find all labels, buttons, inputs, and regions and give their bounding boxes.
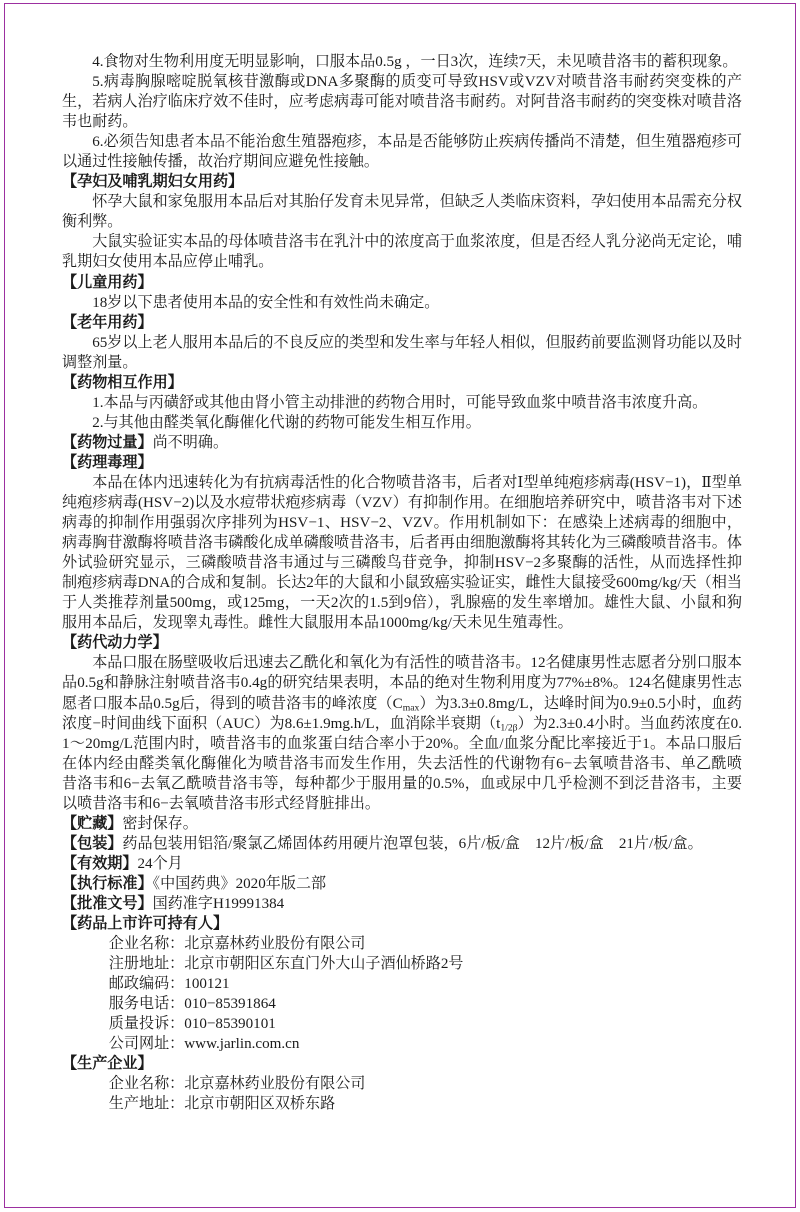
pharmacology-paragraph-1: 本品在体内迅速转化为有抗病毒活性的化合物喷昔洛韦，后者对Ⅰ型单纯疱疹病毒(HSV−1)，Ⅱ型单纯疱疹病毒(HSV−2)以及水痘带状疱疹病毒（VZV）有抑制作用。在细胞培养研究中，喷昔洛韦对下述病毒的抑制作用强弱次序排列为HSV−1、HSV−2、VZV。作用机制如下：在感染上述病毒的细胞中，病毒胸苷激酶将喷昔洛韦磷酸化成单磷酸喷昔洛韦，后者再由细胞激酶将其转化为三磷酸喷昔洛韦。体外试验研究显示，三磷酸喷昔洛韦通过与三磷酸鸟苷竞争，抑制HSV−2多聚酶的活性，从而选择性抑制疱疹病毒DNA的合成和复制。长达2年的大鼠和小鼠致癌实验证实，雌性大鼠接受600mg/kg/天（相当于人类推荐剂量500mg，或125mg，一天2次的1.5到9倍），乳腺癌的发生率增加。雄性大鼠、小鼠和狗服用本品后，发现睾丸毒性。雌性大鼠服用本品1000mg/kg/天未见生殖毒性。 <box>62 474 742 632</box>
pk-text-c: ）为2.3±0.4小时。当血药浓度在0.1～20mg/L范围内时，喷昔洛韦的血浆蛋白结合率小于20%。全血/血浆分配比率接近于1。本品口服后在体内经由醛类氧化酶催化为喷昔洛韦而发生作用，失去活性的代谢物有6−去氧喷昔洛韦、单乙酰喷昔洛韦和6−去氧乙酰喷昔洛韦等，每种都少于服用量的0.5%，血或尿中几乎检测不到泛昔洛韦，主要以喷昔洛韦和6−去氧喷昔洛韦形式经肾脏排出。 <box>62 715 742 812</box>
mah-company-name: 企业名称：北京嘉林药业股份有限公司 <box>108 936 366 953</box>
overdose-heading-text: 【药物过量】 <box>62 434 153 451</box>
section-heading-pharmacokinetics: 【药代动力学】 <box>62 635 168 652</box>
mah-registered-address: 注册地址：北京市朝阳区东直门外大山子酒仙桥路2号 <box>108 956 464 973</box>
manufacturer-company-name: 企业名称：北京嘉林药业股份有限公司 <box>108 1076 366 1093</box>
mah-website: 公司网址：www.jarlin.com.cn <box>108 1036 300 1053</box>
section-heading-approval <box>62 894 742 914</box>
section-heading-standard <box>62 874 742 894</box>
section-heading-manufacturer: 【生产企业】 <box>62 1056 153 1073</box>
approval-heading-text: 【批准文号】 <box>62 895 153 912</box>
standard-heading-text: 【执行标准】 <box>62 875 153 892</box>
section-heading-pharmacology: 【药理毒理】 <box>62 454 153 471</box>
interaction-item-2: 2.与其他由醛类氧化酶催化代谢的药物可能发生相互作用。 <box>92 414 481 431</box>
section-heading-mah: 【药品上市许可持有人】 <box>62 916 229 933</box>
shelf-life-value: 24个月 <box>137 855 183 872</box>
precaution-item-4: 4.食物对生物利用度无明显影响，口服本品0.5g ，一日3次，连续7天，未见喷昔洛韦的蓄积现象。 <box>92 54 738 70</box>
section-heading-interactions: 【药物相互作用】 <box>62 374 183 391</box>
overdose-value: 尚不明确。 <box>152 434 229 451</box>
section-heading-overdose <box>62 433 742 453</box>
storage-heading-text: 【贮藏】 <box>62 815 123 832</box>
insert-content <box>62 52 742 1114</box>
approval-value: 国药准字H19991384 <box>152 895 285 912</box>
section-heading-packaging <box>62 834 742 854</box>
section-heading-pregnancy: 【孕妇及哺乳期妇女用药】 <box>62 174 244 191</box>
pregnancy-paragraph-2: 大鼠实验证实本品的母体喷昔洛韦在乳汁中的浓度高于血浆浓度，但是否经人乳分泌尚无定论，哺乳期妇女使用本品应停止哺乳。 <box>62 234 742 271</box>
shelf-life-heading-text: 【有效期】 <box>62 855 138 872</box>
pregnancy-paragraph-1: 怀孕大鼠和家兔服用本品后对其胎仔发育未见异常，但缺乏人类临床资料，孕妇使用本品需充分权衡利弊。 <box>62 194 742 231</box>
precaution-item-6: 6.必须告知患者本品不能治愈生殖器疱疹，本品是否能够防止疾病传播尚不清楚，但生殖器疱疹可以通过性接触传播，故治疗期间应避免性接触。 <box>62 134 742 171</box>
section-heading-storage <box>62 814 742 834</box>
pk-text-b: ）为3.3±0.8mg/L，达峰时间为0.9±0.5小时，血药浓度−时间曲线下面积（AUC）为8.6±1.9mg.h/L，血消除半衰期（t <box>62 695 742 732</box>
precaution-item-5: 5.病毒胸腺嘧啶脱氧核苷激酶或DNA多聚酶的质变可导致HSV或VZV对喷昔洛韦耐药突变株的产生，若病人治疗临床疗效不佳时，应考虑病毒可能对喷昔洛韦耐药。对阿昔洛韦耐药的突变株对喷昔洛韦也耐药。 <box>62 74 742 131</box>
manufacturer-production-address: 生产地址：北京市朝阳区双桥东路 <box>108 1096 336 1113</box>
pk-subscript-halflife: 1/2β <box>500 722 518 734</box>
pharmacokinetics-paragraph-1 <box>62 653 742 813</box>
pediatric-paragraph-1: 18岁以下患者使用本品的安全性和有效性尚未确定。 <box>92 294 440 311</box>
standard-value: 《中国药典》2020年版二部 <box>152 875 327 892</box>
packaging-value: 药品包装用铝箔/聚氯乙烯固体药用硬片泡罩包装，6片/板/盒 12片/板/盒 21片/板/盒。 <box>122 835 703 852</box>
pk-text-a: 本品口服在肠壁吸收后迅速去乙酰化和氧化为有活性的喷昔洛韦。12名健康男性志愿者分别口服本品0.5g和静脉注射喷昔洛韦0.4g的研究结果表明，本品的绝对生物利用度为77%±8%。124名健康男性志愿者口服本品0.5g后，得到的喷昔洛韦的峰浓度（C <box>62 655 742 712</box>
mah-postal-code: 邮政编码：100121 <box>108 976 230 993</box>
mah-service-phone: 服务电话：010−85391864 <box>108 996 276 1013</box>
packaging-heading-text: 【包装】 <box>62 835 123 852</box>
interaction-item-1: 1.本品与丙磺舒或其他由肾小管主动排泄的药物合用时，可能导致血浆中喷昔洛韦浓度升高。 <box>92 394 708 411</box>
mah-quality-complaint-phone: 质量投诉：010−85390101 <box>108 1016 276 1033</box>
section-heading-pediatric: 【儿童用药】 <box>62 274 153 291</box>
geriatric-paragraph-1: 65岁以上老人服用本品后的不良反应的类型和发生率与年轻人相似，但服药前要监测肾功能以及时调整剂量。 <box>62 334 742 371</box>
section-heading-geriatric: 【老年用药】 <box>62 314 153 331</box>
section-heading-shelf-life <box>62 854 742 874</box>
storage-value: 密封保存。 <box>122 815 198 832</box>
pk-subscript-cmax: max <box>402 702 420 714</box>
